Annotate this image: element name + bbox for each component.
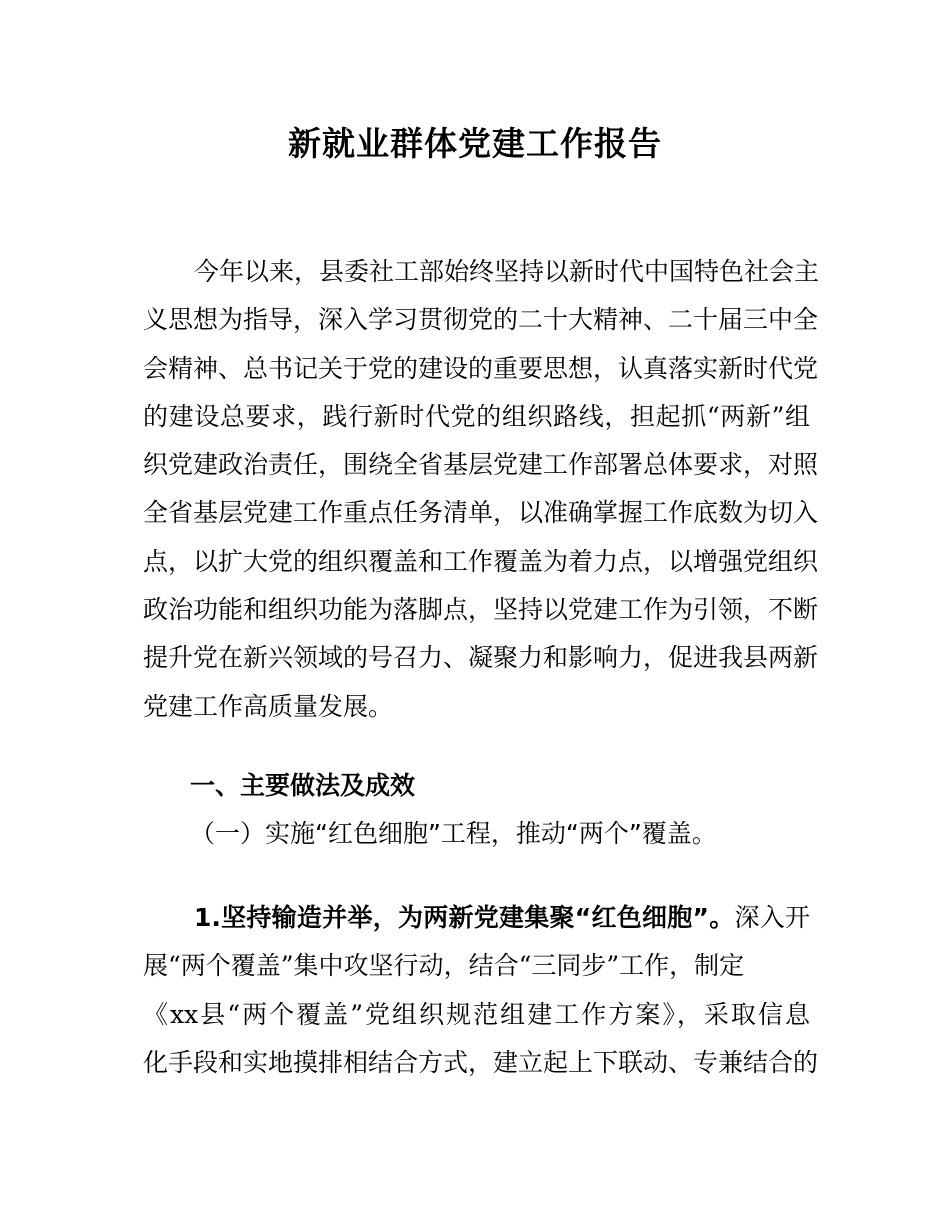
document-title: 新就业群体党建工作报告	[288, 124, 662, 163]
paragraph-line: 展“两个覆盖”集中攻坚行动，结合“三同步”工作，制定	[143, 951, 745, 981]
paragraph-line	[143, 894, 810, 942]
paragraph-line: 点，以扩大党的组织覆盖和工作覆盖为着力点，以增强党组织	[143, 546, 819, 576]
item-text: 深入开	[734, 903, 810, 932]
paragraph-line: 提升党在新兴领域的号召力、凝聚力和影响力，促进我县两新	[143, 643, 819, 673]
paragraph-line: 《xx县“两个覆盖”党组织规范组建工作方案》，采取信息	[143, 999, 810, 1029]
paragraph-line: 全省基层党建工作重点任务清单，以准确掌握工作底数为切入	[143, 498, 819, 528]
subsection-heading: （一）实施“红色细胞”工程，推动“两个”覆盖。	[190, 819, 717, 848]
paragraph-line: 党建工作高质量发展。	[143, 691, 394, 721]
paragraph-line: 织党建政治责任，围绕全省基层党建工作部署总体要求，对照	[143, 450, 819, 480]
paragraph-line: 化手段和实地摸排相结合方式，建立起上下联动、专兼结合的	[143, 1047, 819, 1077]
paragraph-line: 会精神、总书记关于党的建设的重要思想，认真落实新时代党	[143, 353, 819, 383]
paragraph-line: 今年以来，县委社工部始终坚持以新时代中国特色社会主	[194, 257, 820, 286]
paragraph-line: 政治功能和组织功能为落脚点，坚持以党建工作为引领，不断	[143, 595, 819, 625]
item-paragraph	[143, 894, 819, 1087]
item-lead: 1.坚持输造并举，为两新党建集聚“红色细胞”。	[194, 903, 735, 932]
paragraph-line: 的建设总要求，践行新时代党的组织路线，担起抓“两新”组	[143, 401, 810, 431]
intro-paragraph	[143, 248, 820, 731]
paragraph-line: 义思想为指导，深入学习贯彻党的二十大精神、二十届三中全	[143, 305, 819, 335]
section-heading: 一、主要做法及成效	[190, 771, 416, 800]
